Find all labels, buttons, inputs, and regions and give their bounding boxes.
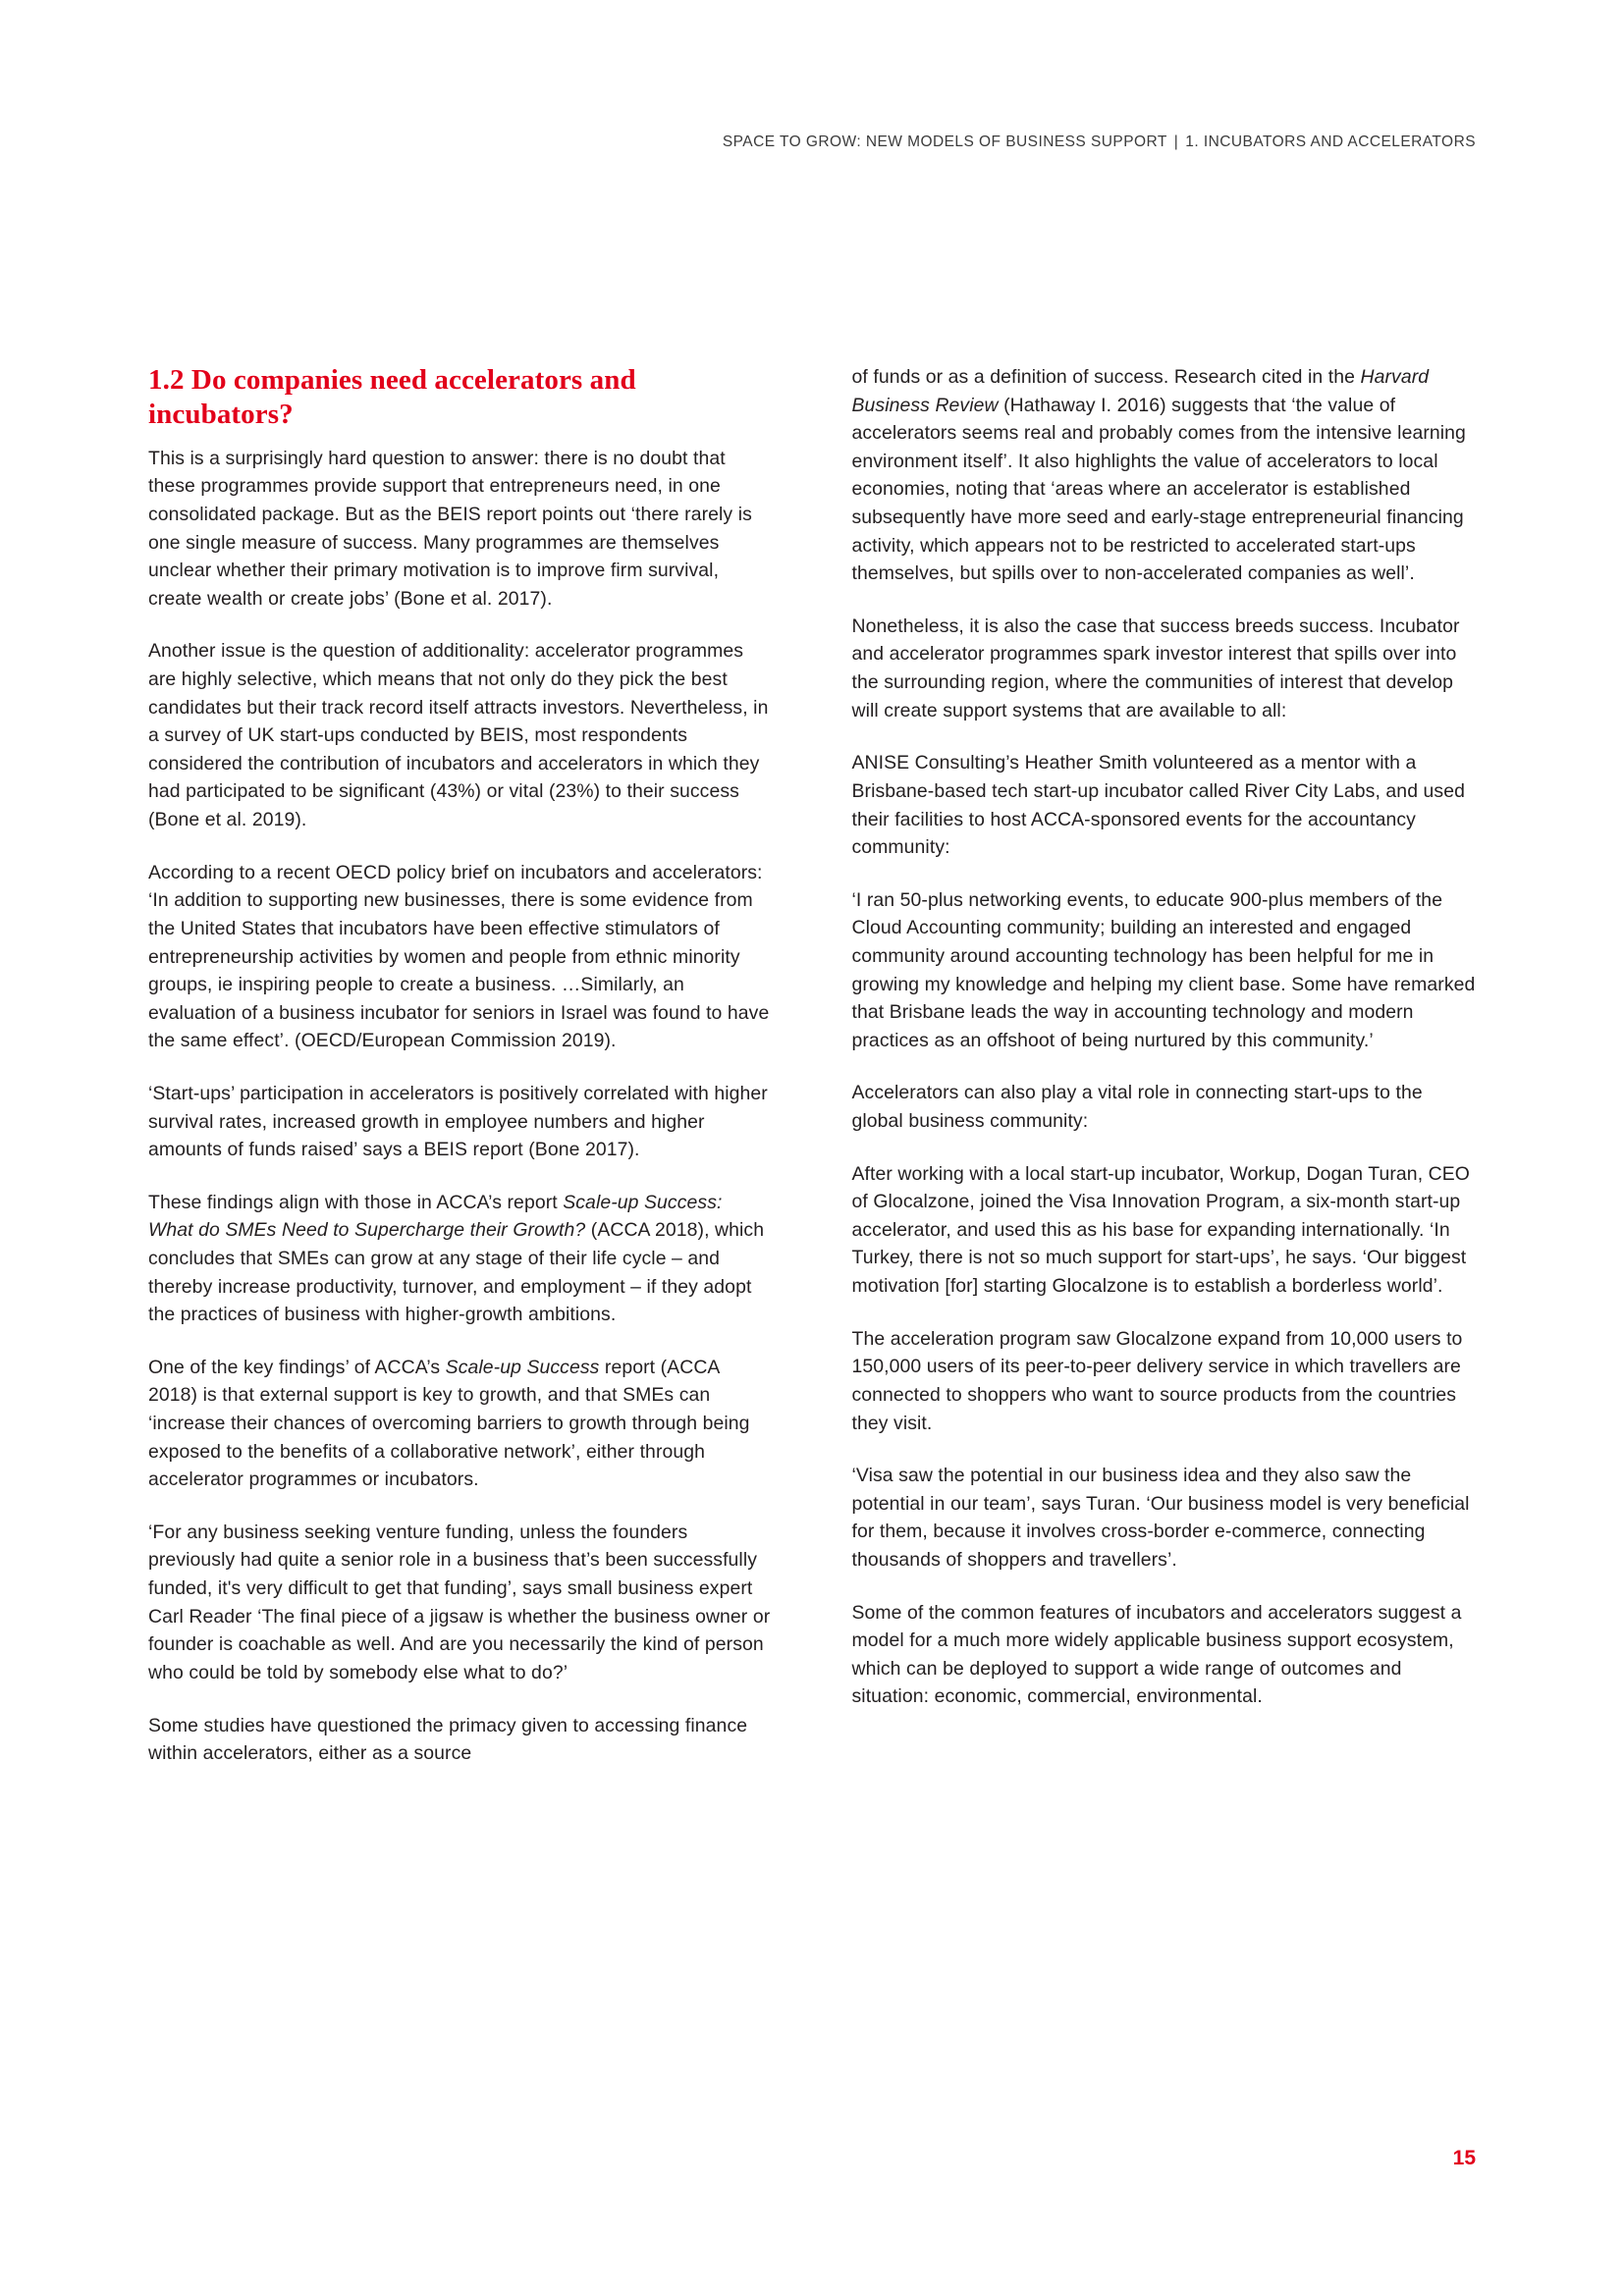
paragraph: ‘For any business seeking venture funding, unless the founders previously had quite a senior role in a business that’s been successfully funded, it's very difficult to get that funding’, says small business expert Carl Reader ‘The final piece of a jigsaw is whether the business owner or founder is coachable as well. And are you necessarily the kind of person who could be told by somebody else what to do?’ <box>148 1521 771 1683</box>
paragraph-text-after: (ACCA 2018), which concludes that SMEs can grow at any stage of their life cycle – and thereby increase productivity, turnover, and employment – if they adopt the practices of business with higher-growth ambitions. <box>148 1219 765 1326</box>
paragraph: Accelerators can also play a vital role in connecting start-ups to the global business community: <box>851 1082 1423 1133</box>
paragraph-text-before: These findings align with those in ACCA’s report <box>148 1191 564 1213</box>
running-header-separator: | <box>1173 133 1179 150</box>
page-number: 15 <box>1452 2147 1476 2169</box>
left-column <box>148 363 773 1768</box>
paragraph-text-before: of funds or as a definition of success. Research cited in the <box>851 366 1361 388</box>
paragraph-text-after: (Hathaway I. 2016) suggests that ‘the value of accelerators seems real and probably comes from the intensive learning environment itself’. It also highlights the value of accelerators to local economies, noting that ‘areas where an accelerator is established subsequently have more seed and early-stage entrepreneurial financing activity, which appears not to be restricted to accelerated start-ups themselves, but spills over to non-accelerated companies as well’. <box>851 394 1466 585</box>
report-title-italic: Scale-up Success <box>445 1356 600 1378</box>
page-title: 1.2 Do companies need accelerators and incubators? <box>148 364 636 431</box>
running-header <box>723 133 1476 151</box>
paragraph: After working with a local start-up incubator, Workup, Dogan Turan, CEO of Glocalzone, joined the Visa Innovation Program, a six-month start-up accelerator, and used this as his base for expanding internationally. ‘In Turkey, there is not so much support for start-ups’, he says. ‘Our biggest motivation [for] starting Glocalzone is to establish a borderless world’. <box>851 1162 1470 1298</box>
paragraph: The acceleration program saw Glocalzone expand from 10,000 users to 150,000 users of its peer-to-peer delivery service in which travellers are connected to shoppers who want to source products from the countries they visit. <box>851 1327 1463 1434</box>
paragraph: This is a surprisingly hard question to answer: there is no doubt that these programmes provide support that entrepreneurs need, in one consolidated package. But as the BEIS report points out ‘there rarely is one single measure of success. Many programmes are themselves unclear whether their primary motivation is to improve firm survival, create wealth or create jobs’ (Bone et al. 2017). <box>148 447 752 610</box>
running-header-chapter: 1. INCUBATORS AND ACCELERATORS <box>1185 133 1476 150</box>
paragraph: According to a recent OECD policy brief on incubators and accelerators: ‘In addition to supporting new businesses, there is some evidence from the United States that incubators have been effective stimulators of entrepreneurship activities by women and people from ethnic minority groups, ie inspiring people to create a business. …Similarly, an evaluation of a business incubator for seniors in Israel was found to have the same effect’. (OECD/European Commission 2019). <box>148 861 770 1052</box>
paragraph: Some studies have questioned the primacy given to accessing finance within accelerators, either as a source <box>148 1714 748 1765</box>
paragraph: ‘I ran 50-plus networking events, to educate 900-plus members of the Cloud Accounting community; building an interested and engaged community around accounting technology has been helpful for me in growing my knowledge and helping my client base. Some have remarked that Brisbane leads the way in accounting technology and modern practices as an offshoot of being nurtured by this community.’ <box>851 888 1476 1051</box>
paragraph: ‘Start-ups’ participation in accelerators is positively correlated with higher survival rates, increased growth in employee numbers and higher amounts of funds raised’ says a BEIS report (Bone 2017). <box>148 1082 768 1161</box>
paragraph-hbr-citation <box>852 363 1477 588</box>
paragraph-text-after: report (ACCA 2018) is that external support is key to growth, and that SMEs can ‘increase their chances of overcoming barriers to growth through being exposed to the benefits of a collaborative network’, either through accelerator programmes or incubators. <box>148 1356 750 1491</box>
paragraph-scaleup-report <box>148 1189 773 1329</box>
paragraph: Some of the common features of incubators and accelerators suggest a model for a much more widely applicable business support ecosystem, which can be deployed to support a wide range of outcomes and situation: economic, commercial, environmental. <box>851 1601 1462 1708</box>
paragraph: ‘Visa saw the potential in our business idea and they also saw the potential in our team’, says Turan. ‘Our business model is very beneficial for them, because it involves cross-border e-commerce, connecting thousands of shoppers and travellers’. <box>851 1465 1470 1571</box>
paragraph: Another issue is the question of additionality: accelerator programmes are highly selective, which means that not only do they pick the best candidates but their track record itself attracts investors. Nevertheless, in a survey of UK start-ups conducted by BEIS, most respondents considered the contribution of incubators and accelerators in which they had participated to be significant (43%) or vital (23%) to their success (Bone et al. 2019). <box>148 640 769 831</box>
paragraph: ANISE Consulting’s Heather Smith volunteered as a mentor with a Brisbane-based tech start-up incubator called River City Labs, and used their facilities to host ACCA-sponsored events for the accountancy community: <box>851 752 1465 859</box>
body-columns <box>148 363 1476 1768</box>
paragraph-text-before: One of the key findings’ of ACCA’s <box>148 1356 446 1378</box>
report-title-italic: Scale-up Success: What do SMEs Need to Supercharge their Growth? <box>148 1191 723 1242</box>
paragraph: Nonetheless, it is also the case that success breeds success. Incubator and accelerator programmes spark investor interest that spills over into the surrounding region, where the communities of interest that develop will create support systems that are available to all: <box>851 614 1460 721</box>
running-header-doc-title: SPACE TO GROW: NEW MODELS OF BUSINESS SUPPORT <box>722 133 1167 150</box>
publication-title-italic: Harvard Business Review <box>851 366 1430 416</box>
right-column <box>852 363 1477 1768</box>
paragraph-key-findings <box>148 1354 773 1494</box>
